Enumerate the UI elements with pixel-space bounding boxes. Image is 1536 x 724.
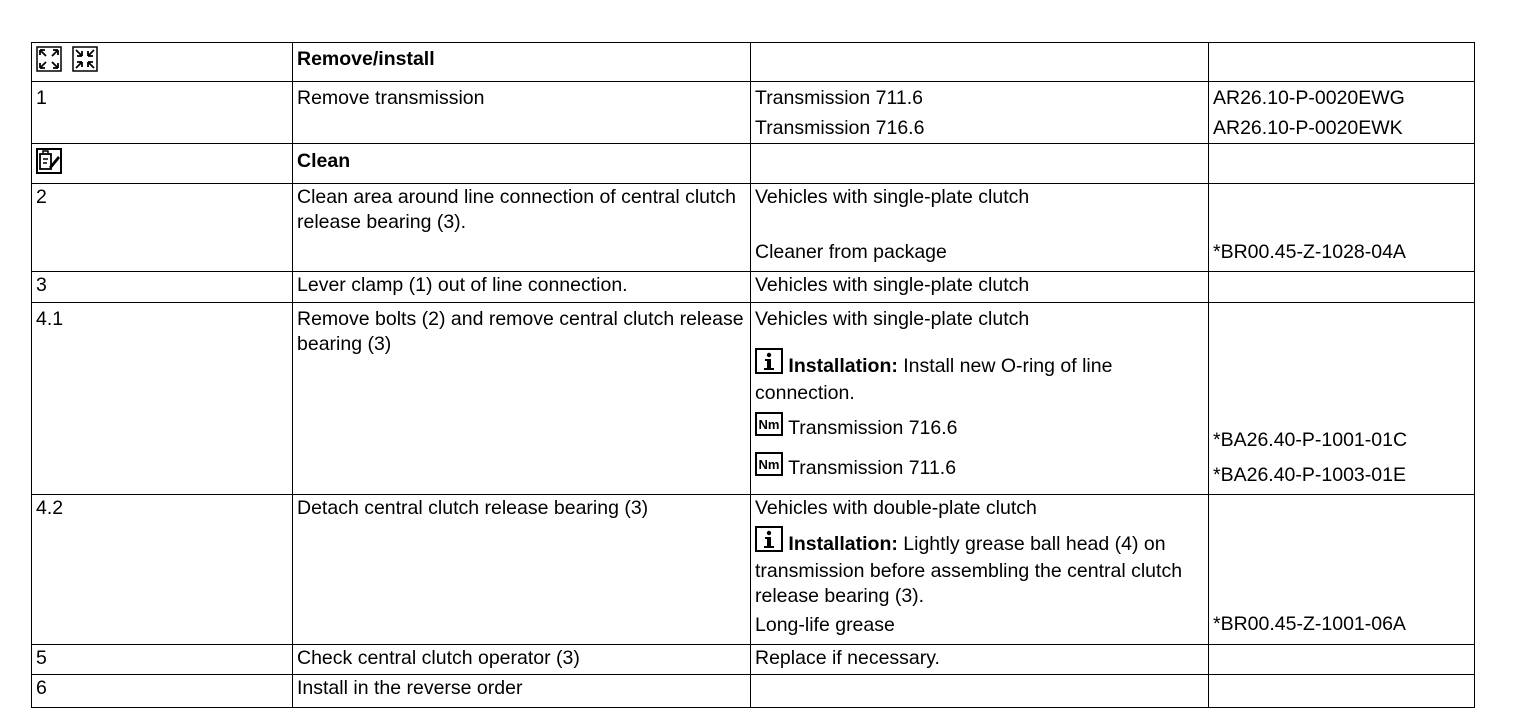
step-refs	[1209, 303, 1475, 495]
expand-icon[interactable]	[36, 46, 62, 79]
torque-icon	[755, 412, 783, 443]
step-number: 1	[32, 82, 293, 144]
step-action: Check central clutch operator (3)	[293, 645, 751, 675]
step-action-text: Clean area around line connection of central clutch release bearing (3).	[297, 186, 737, 233]
step-action: Remove transmission	[293, 82, 751, 144]
step-number: 3	[32, 272, 293, 303]
step-notes	[751, 303, 1209, 495]
table-row	[32, 43, 1475, 82]
header-icons-cell	[32, 43, 293, 82]
empty-cell	[751, 43, 1209, 82]
svg-text:Nm: Nm	[758, 417, 780, 432]
step-refs	[1209, 82, 1475, 144]
installation-label: Installation:	[788, 533, 898, 555]
step-notes	[751, 82, 1209, 144]
section-title: Clean	[293, 144, 751, 184]
note-text: Cleaner from package	[755, 241, 947, 263]
torque-text: Transmission 716.6	[788, 417, 958, 439]
step-refs	[1209, 184, 1475, 272]
installation-note	[755, 348, 1204, 406]
info-icon	[755, 348, 783, 381]
torque-note	[755, 452, 1204, 483]
step-number: 4.1	[32, 303, 293, 495]
reference-link[interactable]: AR26.10-P-0020EWG	[1213, 87, 1405, 109]
reference-link[interactable]: *BR00.45-Z-1001-06A	[1213, 613, 1406, 635]
clean-icon	[36, 148, 62, 181]
table-row	[32, 184, 1475, 272]
step-notes	[751, 645, 1209, 675]
section-icon-cell	[32, 144, 293, 184]
step-number: 6	[32, 675, 293, 708]
note-text: Replace if necessary.	[755, 647, 940, 669]
table-row	[32, 495, 1475, 645]
note-text: Transmission 716.6	[755, 117, 925, 139]
reference-link[interactable]: AR26.10-P-0020EWK	[1213, 117, 1403, 139]
step-number: 2	[32, 184, 293, 272]
svg-text:Nm: Nm	[758, 457, 780, 472]
torque-icon	[755, 452, 783, 483]
info-icon	[755, 526, 783, 559]
step-action: Detach central clutch release bearing (3)	[293, 495, 751, 645]
collapse-icon[interactable]	[72, 46, 98, 79]
note-text: Long-life grease	[755, 614, 895, 636]
procedure-table	[31, 42, 1475, 708]
note-text: Vehicles with single-plate clutch	[755, 186, 1030, 208]
reference-link[interactable]: *BR00.45-Z-1028-04A	[1213, 241, 1406, 263]
torque-note	[755, 412, 1204, 443]
step-number: 5	[32, 645, 293, 675]
empty-cell	[1209, 645, 1475, 675]
step-action: Lever clamp (1) out of line connection.	[293, 272, 751, 303]
empty-cell	[751, 675, 1209, 708]
note-text: Vehicles with single-plate clutch	[755, 274, 1030, 296]
torque-text: Transmission 711.6	[788, 457, 957, 479]
step-action: Install in the reverse order	[293, 675, 751, 708]
table-row	[32, 645, 1475, 675]
step-action	[293, 303, 751, 495]
step-number: 4.2	[32, 495, 293, 645]
installation-text: Install new O-ring of line connection.	[755, 355, 1113, 404]
page-title: Remove/install	[293, 43, 751, 82]
empty-cell	[1209, 675, 1475, 708]
table-row	[32, 303, 1475, 495]
step-action-text: Remove bolts (2) and remove central clutch release bearing (3)	[297, 308, 744, 355]
installation-note	[755, 526, 1204, 609]
table-row	[32, 675, 1475, 708]
installation-label: Installation:	[788, 355, 898, 377]
step-notes	[751, 272, 1209, 303]
reference-link[interactable]: *BA26.40-P-1001-01C	[1213, 429, 1408, 451]
step-action	[293, 184, 751, 272]
table-row	[32, 82, 1475, 144]
table-row	[32, 144, 1475, 184]
empty-cell	[1209, 43, 1475, 82]
empty-cell	[1209, 272, 1475, 303]
reference-link[interactable]: *BA26.40-P-1003-01E	[1213, 464, 1406, 486]
empty-cell	[751, 144, 1209, 184]
note-text: Vehicles with single-plate clutch	[755, 308, 1030, 330]
step-refs	[1209, 495, 1475, 645]
installation-text: Lightly grease ball head (4) on transmission before assembling the central clutch release bearing (3).	[755, 533, 1183, 607]
note-text: Transmission 711.6	[755, 87, 923, 109]
note-text: Vehicles with double-plate clutch	[755, 497, 1037, 519]
empty-cell	[1209, 144, 1475, 184]
step-notes	[751, 495, 1209, 645]
table-row	[32, 272, 1475, 303]
step-notes	[751, 184, 1209, 272]
